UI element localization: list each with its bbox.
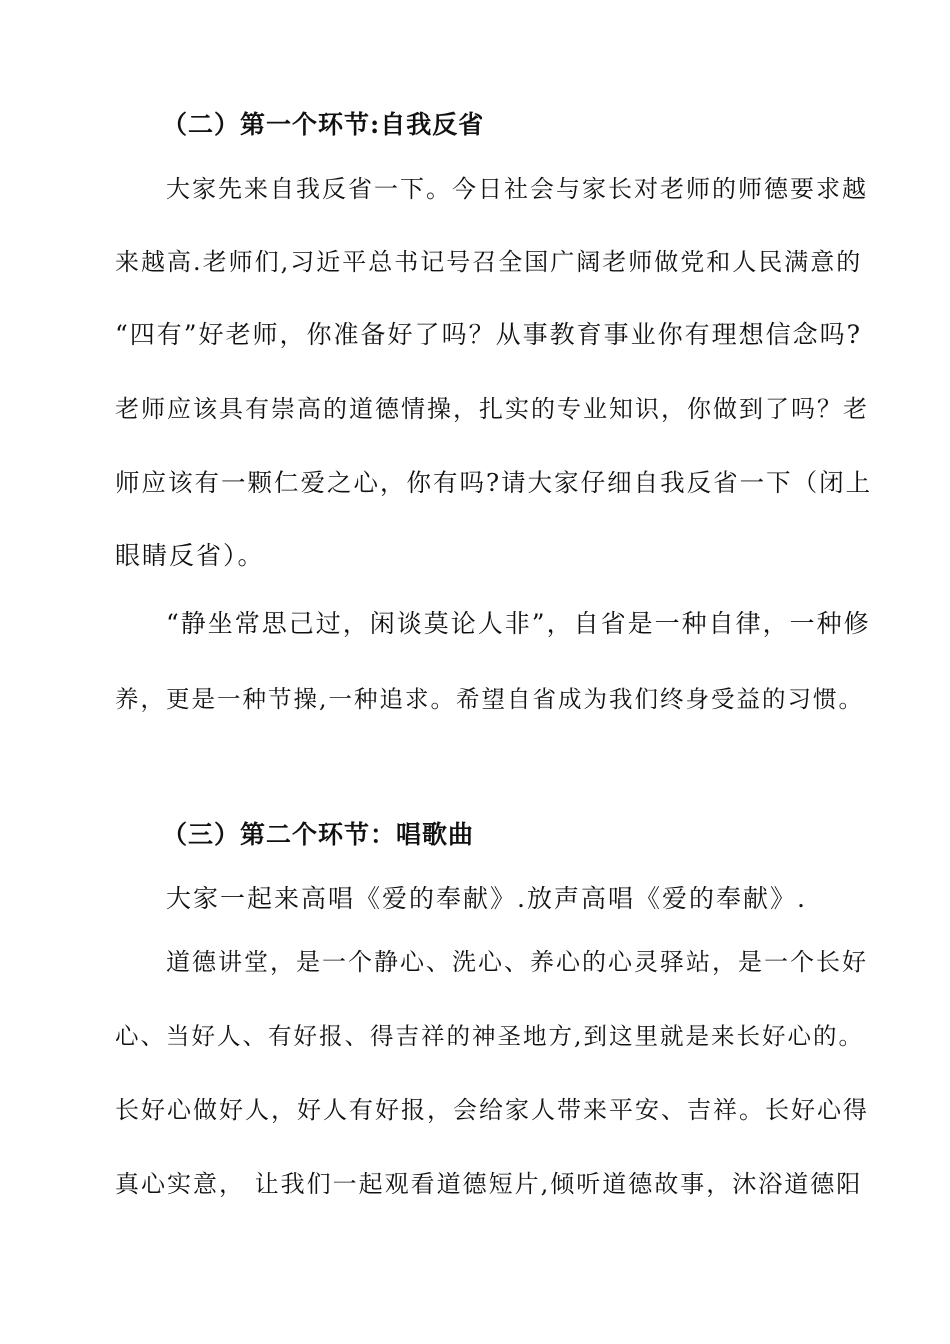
paragraph-line: “静坐常思己过，闲谈莫论人非”，自省是一种自律，一种修 [166,609,871,638]
paragraph-line: “四有”好老师，你准备好了吗？从事教育事业你有理想信念吗? [115,320,862,349]
paragraph-line: 来越高.老师们,习近平总书记号召全国广阔老师做党和人民满意的 [115,248,863,276]
paragraph-line: 大家一起来高唱《爱的奉献》.放声高唱《爱的奉献》. [166,884,807,913]
paragraph-line: 养，更是一种节操,一种追求。希望自省成为我们终身受益的习惯。 [115,685,864,713]
paragraph-line: 真心实意， 让我们一起观看道德短片,倾听道德故事，沐浴道德阳 [115,1170,863,1198]
section-heading-3: （三）第二个环节：唱歌曲 [162,820,475,849]
paragraph-line: 师应该有一颗仁爱之心，你有吗?请大家仔细自我反省一下（闭上 [115,468,873,497]
section-heading-2: （二）第一个环节:自我反省 [162,110,485,139]
paragraph-line: 心、当好人、有好报、得吉祥的神圣地方,到这里就是来长好心的。 [115,1022,864,1050]
paragraph-line: 道德讲堂，是一个静心、洗心、养心的心灵驿站，是一个长好 [166,948,868,976]
paragraph-line: 眼睛反省）。 [115,541,265,570]
paragraph-line: 老师应该具有崇高的道德情操，扎实的专业知识，你做到了吗？老 [115,395,869,423]
paragraph-line: 大家先来自我反省一下。今日社会与家长对老师的师德要求越 [166,175,868,203]
paragraph-line: 长好心做好人，好人有好报，会给家人带来平安、吉祥。长好心得 [115,1096,869,1124]
